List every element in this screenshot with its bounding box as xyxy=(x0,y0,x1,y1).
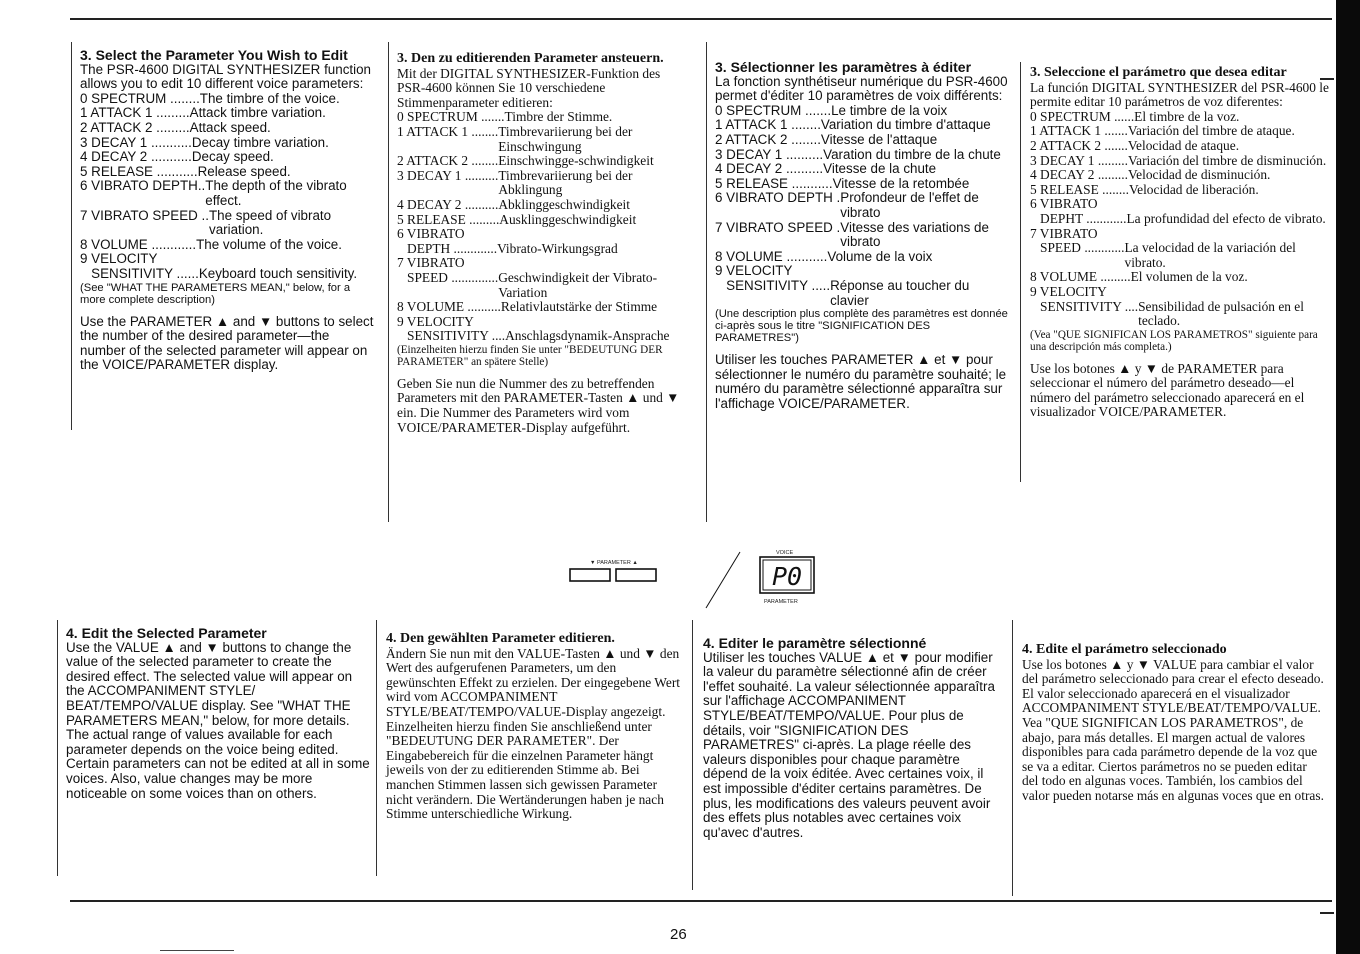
parameter-desc: Vitesse de la chute xyxy=(823,161,937,177)
parameter-list xyxy=(715,104,1010,308)
parameter-name: 2 ATTACK 2 ......... xyxy=(80,119,190,135)
parameter-desc: Keyboard touch sensitivity. xyxy=(198,265,358,281)
parameter-name: 8 VOLUME .......... xyxy=(397,299,501,315)
parameter-row xyxy=(397,227,689,256)
parameter-illustration xyxy=(560,550,830,610)
spanish-step-4 xyxy=(1022,643,1326,804)
parameter-desc: Decay timbre variation. xyxy=(191,134,329,150)
parameter-row xyxy=(715,104,1010,119)
parameter-row xyxy=(1030,110,1332,125)
parameter-name: 4 DECAY 2 ......... xyxy=(1030,167,1128,183)
column-divider xyxy=(71,42,72,430)
parameter-row xyxy=(80,165,378,180)
parameter-desc: Velocidad de ataque. xyxy=(1127,137,1240,153)
parameter-name: 2 ATTACK 2 ........ xyxy=(715,131,821,147)
parameter-row xyxy=(80,179,378,208)
column-divider xyxy=(388,42,389,522)
top-rule xyxy=(70,18,1332,20)
parameter-name: 6 VIBRATO DEPHT ............ xyxy=(1030,196,1127,226)
body-text: Use the VALUE ▲ and ▼ buttons to change the value of the selected parameter to create the desired effect. The selected value will appear on the ACCOMPANIMENT STYLE/ BEAT/TEMPO/VALUE display. See "WHAT THE PARAMETERS MEAN," below, for more details. The actual range of values available for each parameter depends on the voice being edited. Certain parameters can not be edited at all in some voices. Also, value changes may be more noticeable on some voices than on others. xyxy=(66,639,370,801)
parameter-name: 3 DECAY 1 .......... xyxy=(397,167,499,183)
body-text: Utiliser les touches VALUE ▲ et ▼ pour modifier la valeur du paramètre sélectionné afin de créer l'effet souhaité. La valeur sélectionnée apparaîtra sur l'affichage ACCOMPANIMENT STYLE/BEAT/TEMPO/VALUE. Pour plus de détails, voir "SIGNIFICATION DES PARAMETRES" ci-après. La plage réelle des valeurs disponibles pour chaque paramètre dépend de la voix éditée. Avec certaines voix, il est impossible d'éditer certains paramètres. De plus, les modifications des valeurs peuvent avoir des effets plus notables avec certaines voix qu'avec d'autres. xyxy=(703,649,995,840)
parameter-name: 1 ATTACK 1 ....... xyxy=(1030,123,1128,139)
parameter-row xyxy=(397,198,689,213)
voice-label: VOICE xyxy=(776,550,794,556)
parameter-row xyxy=(397,169,689,198)
parameter-desc: Decay speed. xyxy=(191,149,274,165)
parameter-desc: Einschwingge-schwindigkeit xyxy=(498,153,654,169)
intro-text: The PSR-4600 DIGITAL SYNTHESIZER function allows you to edit 10 different voice parameters: xyxy=(80,61,371,92)
french-step-3 xyxy=(715,60,1010,411)
parameter-name: 6 VIBRATO DEPTH.. xyxy=(80,178,206,194)
section-heading: 4. Den gewählten Parameter editieren. xyxy=(386,631,615,646)
parameter-row xyxy=(1030,197,1332,226)
column-divider xyxy=(692,620,693,890)
section-heading: 4. Edit the Selected Parameter xyxy=(66,625,267,641)
parameter-row xyxy=(80,136,378,151)
parameter-desc: Timbre der Stimme. xyxy=(504,109,613,125)
edge-tick xyxy=(1320,912,1334,914)
parameter-name: 2 ATTACK 2 ....... xyxy=(1030,137,1128,153)
parameter-desc: Vibrato-Wirkungsgrad xyxy=(497,240,618,256)
parameter-desc: The volume of the voice. xyxy=(196,236,342,252)
body-text: Ändern Sie nun mit den VALUE-Tasten ▲ und ▼ den Wert des aufgerufenen Parameters, um den gewünschten Effekt zu erzielen. Der eingegebene Wert wird vom ACCOMPANIMENT STYLE/BEAT/TEMPO/VALUE-Display angezeigt. Einzelheiten hierzu finden Sie anschließend unter "BEDEUTUNG DER PARAMETER". Der Eingabebereich für die einzelnen Parameter hängt jeweils von der zu editierenden Stimme ab. Bei manchen Stimmen lassen sich gewissen Parameter nicht verändern. Die Wertänderungen haben je nach Stimme unterschiedliche Wirkung. xyxy=(386,645,680,822)
body-text: Use los botones ▲ y ▼ VALUE para cambiar el valor del parámetro seleccionado para crear el efecto deseado. El valor seleccionado aparecerá en el visualizador ACCOMPANIMENT STYLE/BEAT/TEMPO/VALUE. Vea "QUE SIGNIFICAN LOS PARAMETROS", de abajo, para más detalles. El margen actual de valores disponibles para cada parámetro depende de la voz que se va a editar. Ciertos parámetros no se pueden editar del todo en algunas voces. También, los cambios del valor pueden notarse más en algunas voces que en otras. xyxy=(1022,656,1324,803)
parameter-list xyxy=(397,110,689,344)
parameter-row xyxy=(715,191,1010,220)
body-text: Use the PARAMETER ▲ and ▼ buttons to select the number of the desired parameter—the number of the selected parameter will appear on the VOICE/PARAMETER display. xyxy=(80,313,374,373)
parameter-name: 7 VIBRATO SPEED .. xyxy=(80,207,209,223)
parameter-row xyxy=(715,221,1010,250)
parameter-row xyxy=(80,150,378,165)
parameter-name: 9 VELOCITY SENSITIVITY .... xyxy=(1030,283,1139,314)
parameter-down-button xyxy=(570,569,610,581)
parameter-desc: Attack timbre variation. xyxy=(189,105,326,121)
parameter-name: 9 VELOCITY SENSITIVITY ..... xyxy=(715,263,831,293)
parameter-up-button xyxy=(616,569,656,581)
parameter-row xyxy=(1030,183,1332,198)
parameter-name: 9 VELOCITY SENSITIVITY ...... xyxy=(80,251,199,281)
footer-rule xyxy=(160,950,234,951)
parameter-name: 5 RELEASE ........... xyxy=(715,175,833,191)
parameter-name: 5 RELEASE ......... xyxy=(397,211,500,227)
parameter-desc: Sensibilidad de pulsación en el teclado. xyxy=(1138,298,1304,329)
parameter-button-label: ▼ PARAMETER ▲ xyxy=(590,560,638,566)
parameter-desc: Anschlagsdynamik-Ansprache xyxy=(505,328,670,344)
parameter-name: 8 VOLUME ......... xyxy=(1030,269,1131,285)
parameter-desc: El volumen de la voz. xyxy=(1130,269,1248,285)
parameter-desc: Variation du timbre d'attaque xyxy=(820,117,991,133)
parameter-desc: The speed of vibrato variation. xyxy=(209,207,332,238)
parameter-desc: Varation du timbre de la chute xyxy=(823,146,1001,162)
parameter-row xyxy=(397,213,689,228)
parameter-desc: Vitesse de l'attaque xyxy=(820,131,938,147)
parameter-row xyxy=(397,154,689,169)
parameter-name: 4 DECAY 2 .......... xyxy=(715,161,824,177)
parameter-row xyxy=(1030,154,1332,169)
parameter-list xyxy=(80,92,378,282)
parameter-row xyxy=(1030,124,1332,139)
pointer-line xyxy=(706,552,740,608)
parameter-name: 0 SPECTRUM ...... xyxy=(1030,108,1135,124)
parameter-name: 0 SPECTRUM ....... xyxy=(397,109,505,125)
german-step-3 xyxy=(397,52,689,435)
parameter-desc: Variación del timbre de ataque. xyxy=(1127,123,1295,139)
parameter-name: 2 ATTACK 2 ........ xyxy=(397,153,499,169)
parameter-row xyxy=(80,106,378,121)
parameter-name: 4 DECAY 2 ........... xyxy=(80,149,192,165)
reference-note: (See "WHAT THE PARAMETERS MEAN," below, for a more complete description) xyxy=(80,281,351,306)
parameter-desc: Réponse au toucher du clavier xyxy=(830,277,970,308)
parameter-row xyxy=(80,121,378,136)
parameter-name: 3 DECAY 1 ......... xyxy=(1030,152,1128,168)
parameter-desc: Volume de la voix xyxy=(827,248,933,264)
parameter-desc: La profundidad del efecto de vibrato. xyxy=(1126,210,1326,226)
intro-text: La función DIGITAL SYNTHESIZER del PSR-4600 le permite editar 10 parámetros de voz diferentes: xyxy=(1030,79,1329,110)
parameter-name: 9 VELOCITY SENSITIVITY .... xyxy=(397,313,506,344)
page-edge-bar xyxy=(1336,0,1360,954)
column-divider xyxy=(376,620,377,876)
parameter-row xyxy=(1030,227,1332,271)
parameter-desc: Vitesse de la retombée xyxy=(832,175,970,191)
column-divider xyxy=(706,42,707,522)
parameter-desc: The timbre of the voice. xyxy=(199,90,340,106)
section-heading: 4. Edite el parámetro seleccionado xyxy=(1022,642,1227,657)
column-divider xyxy=(57,620,58,876)
parameter-row xyxy=(397,110,689,125)
parameter-name: 1 ATTACK 1 ........ xyxy=(397,123,499,139)
parameter-desc: Vitesse des variations de vibrato xyxy=(840,219,989,250)
parameter-row xyxy=(1030,168,1332,183)
parameter-desc: Le timbre de la voix xyxy=(831,102,948,118)
parameter-desc: Variación del timbre de disminución. xyxy=(1127,152,1327,168)
parameter-row xyxy=(715,250,1010,265)
parameter-desc: Relativlautstärke der Stimme xyxy=(500,299,658,315)
column-divider xyxy=(1020,62,1021,482)
display-value: P0 xyxy=(771,562,803,591)
parameter-row xyxy=(80,92,378,107)
parameter-name: 6 VIBRATO DEPTH . xyxy=(715,190,841,206)
spanish-step-3 xyxy=(1030,66,1332,420)
parameter-name: 1 ATTACK 1 ........ xyxy=(715,117,821,133)
intro-text: La fonction synthétiseur numérique du PSR-4600 permet d'éditer 10 paramètres de voix différents: xyxy=(715,73,1008,104)
german-step-4 xyxy=(386,632,684,822)
parameter-desc: El timbre de la voz. xyxy=(1134,108,1240,124)
parameter-name: 5 RELEASE ........ xyxy=(1030,181,1129,197)
english-step-3 xyxy=(80,48,378,373)
parameter-name: 6 VIBRATO DEPTH ............. xyxy=(397,226,498,256)
section-heading: 3. Select the Parameter You Wish to Edit xyxy=(80,47,348,63)
bottom-rule xyxy=(70,900,1332,902)
parameter-desc: Velocidad de disminución. xyxy=(1127,167,1271,183)
reference-note: (Une description plus complète des paramètres est donnée ci-après sous le titre "SIGNIFICATION DES PARAMETRES") xyxy=(715,308,1008,345)
parameter-desc: Velocidad de liberación. xyxy=(1128,181,1259,197)
french-step-4 xyxy=(703,636,1003,840)
parameter-name: 8 VOLUME ............ xyxy=(80,236,197,252)
intro-text: Mit der DIGITAL SYNTHESIZER-Funktion des PSR-4600 können Sie 10 verschiedene Stimmenparameter editieren: xyxy=(397,65,661,110)
parameter-desc: La velocidad de la variación del vibrato. xyxy=(1124,240,1296,270)
parameter-row xyxy=(715,177,1010,192)
english-step-4 xyxy=(66,626,370,801)
reference-note: (Vea "QUE SIGNIFICAN LOS PARAMETROS" siguiente para una descripción más completa.) xyxy=(1030,328,1318,353)
parameter-name: 7 VIBRATO SPEED ............ xyxy=(1030,225,1125,256)
parameter-row xyxy=(715,148,1010,163)
parameter-name: 1 ATTACK 1 ......... xyxy=(80,105,190,121)
parameter-row xyxy=(397,300,689,315)
parameter-desc: Profondeur de l'effet de vibrato xyxy=(840,190,979,220)
parameter-row xyxy=(80,238,378,253)
body-text: Geben Sie nun die Nummer des zu betreffenden Parameters mit den PARAMETER-Tasten ▲ und ▼ ein. Die Nummer des Parameters wird vom VOICE/PARAMETER-Display aufgeführt. xyxy=(397,375,680,435)
parameter-row xyxy=(397,125,689,154)
parameter-desc: Geschwindigkeit der Vibrato-Variation xyxy=(498,269,658,300)
parameter-row xyxy=(1030,270,1332,285)
parameter-row xyxy=(715,264,1010,308)
parameter-name: 0 SPECTRUM ........ xyxy=(80,90,200,106)
body-text: Use los botones ▲ y ▼ de PARAMETER para seleccionar el número del parámetro deseado—el número del parámetro seleccionado aparecerá en el visualizador VOICE/PARAMETER. xyxy=(1030,360,1305,420)
parameter-desc: Timbrevariierung bei der Einschwingung xyxy=(498,123,633,154)
section-heading: 4. Editer le paramètre sélectionné xyxy=(703,635,927,651)
illustration-svg xyxy=(560,550,830,610)
parameter-desc: Attack speed. xyxy=(189,119,271,135)
parameter-label: PARAMETER xyxy=(764,599,798,605)
parameter-name: 3 DECAY 1 .......... xyxy=(715,146,824,162)
parameter-row xyxy=(397,256,689,300)
section-heading: 3. Sélectionner les paramètres à éditer xyxy=(715,59,972,75)
column-divider xyxy=(1012,620,1013,896)
parameter-row xyxy=(397,315,689,344)
parameter-row xyxy=(715,133,1010,148)
parameter-name: 7 VIBRATO SPEED .............. xyxy=(397,255,499,285)
parameter-name: 3 DECAY 1 ........... xyxy=(80,134,192,150)
parameter-desc: Timbrevariierung bei der Abklingung xyxy=(498,167,633,198)
parameter-row xyxy=(715,162,1010,177)
parameter-desc: The depth of the vibrato effect. xyxy=(205,178,347,208)
page-number: 26 xyxy=(670,926,687,943)
parameter-name: 7 VIBRATO SPEED . xyxy=(715,219,841,235)
parameter-row xyxy=(1030,285,1332,329)
reference-note: (Einzelheiten hierzu finden Sie unter "BEDEUTUNG DER PARAMETER" an spätere Stelle) xyxy=(397,343,663,368)
parameter-name: 4 DECAY 2 .......... xyxy=(397,196,499,212)
section-heading: 3. Seleccione el parámetro que desea editar xyxy=(1030,65,1287,80)
parameter-row xyxy=(1030,139,1332,154)
parameter-name: 8 VOLUME ........... xyxy=(715,248,828,264)
parameter-list xyxy=(1030,110,1332,329)
parameter-row xyxy=(80,209,378,238)
section-heading: 3. Den zu editierenden Parameter ansteuern. xyxy=(397,51,664,66)
parameter-desc: Abklinggeschwindigkeit xyxy=(498,196,630,212)
parameter-name: 5 RELEASE ........... xyxy=(80,163,198,179)
parameter-desc: Release speed. xyxy=(197,163,291,179)
parameter-name: 0 SPECTRUM ....... xyxy=(715,102,832,118)
parameter-row xyxy=(80,252,378,281)
parameter-desc: Ausklinggeschwindigkeit xyxy=(499,211,637,227)
body-text: Utiliser les touches PARAMETER ▲ et ▼ pour sélectionner le numéro du paramètre souhaité; le numéro du paramètre sélectionné apparaîtra sur l'affichage VOICE/PARAMETER. xyxy=(715,352,1007,411)
parameter-row xyxy=(715,118,1010,133)
